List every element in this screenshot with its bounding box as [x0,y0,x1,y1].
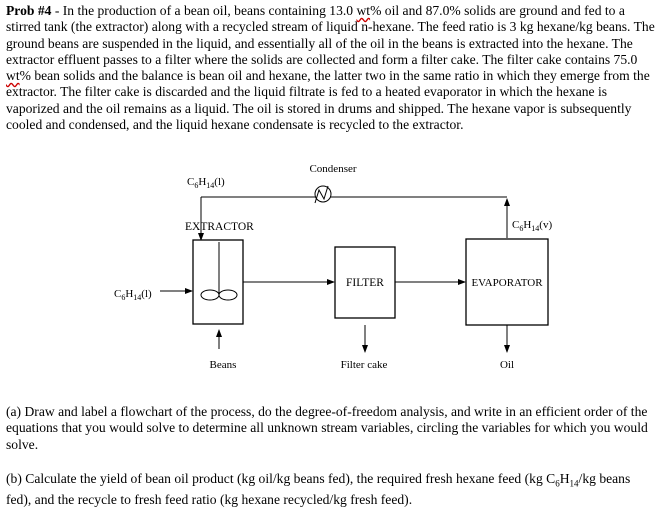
filter-cake-label: Filter cake [340,359,388,371]
extractor-tank [193,240,243,324]
wt-abbrev-2: wt [6,68,20,84]
evaporator-label: EVAPORATOR [471,277,543,289]
beans-label: Beans [209,359,237,371]
intro-text-2: % oil and 87.0% solids are ground and fed to a stirred tank (the extractor) along with a recycled stream of liquid n-hexane. The feed ratio is 3 kg hexane/kg beans. The ground beans are suspended in the liquid, and essentially all of the oil in the beans is extracted into the hexane. The extractor effluent passes to a filter where the solids are collected and form a filter cake. The filter cake contains 75.0 [6,3,655,67]
filter-label: FILTER [346,277,384,289]
process-flowchart [0,155,663,380]
condenser-icon [315,186,331,203]
problem-statement [6,3,658,133]
recycle-hexane-label: $C_6H_{14}(l)$ [187,176,225,190]
question-a: (a) Draw and label a flowchart of the process, do the degree-of-freedom analysis, and write in an efficient order of the equations that you would solve to determine all unknown stream variables, circling the variables for which you would solve. [6,404,648,452]
wt-abbrev-1: wt [356,3,371,18]
problem-label: Prob #4 [6,3,52,18]
extractor-label: EXTRACTOR [185,221,254,233]
intro-text-3: % bean solids and the balance is bean oil and hexane, the latter two in the same ratio in which they emerge from the extractor. The filter cake is discarded and the liquid filtrate is fed to a heated evaporator in which the hexane is vaporized and the oil remains as a liquid. The oil is stored in drums and shipped. The hexane vapor is subsequently cooled and condensed, and the liquid hexane condensate is recycled to the extractor. [6,68,650,133]
hexane-vapor-label: $C_6H_{14}(v)$ [512,219,553,233]
oil-label: Oil [499,359,515,371]
intro-text-1: - In the production of a bean oil, beans containing 13.0 [51,3,357,18]
fresh-hexane-label: $C_6H_{14}(l)$ [114,288,152,302]
question-b: (b) Calculate the yield of bean oil product (kg oil/kg beans fed), the required fresh hexane feed (kg $C_6H_{14}/kg$ beans fed), and the recycle to fresh feed ratio (kg hexane recycled/kg fresh feed). [6,471,631,508]
condenser-label: Condenser [309,163,357,175]
